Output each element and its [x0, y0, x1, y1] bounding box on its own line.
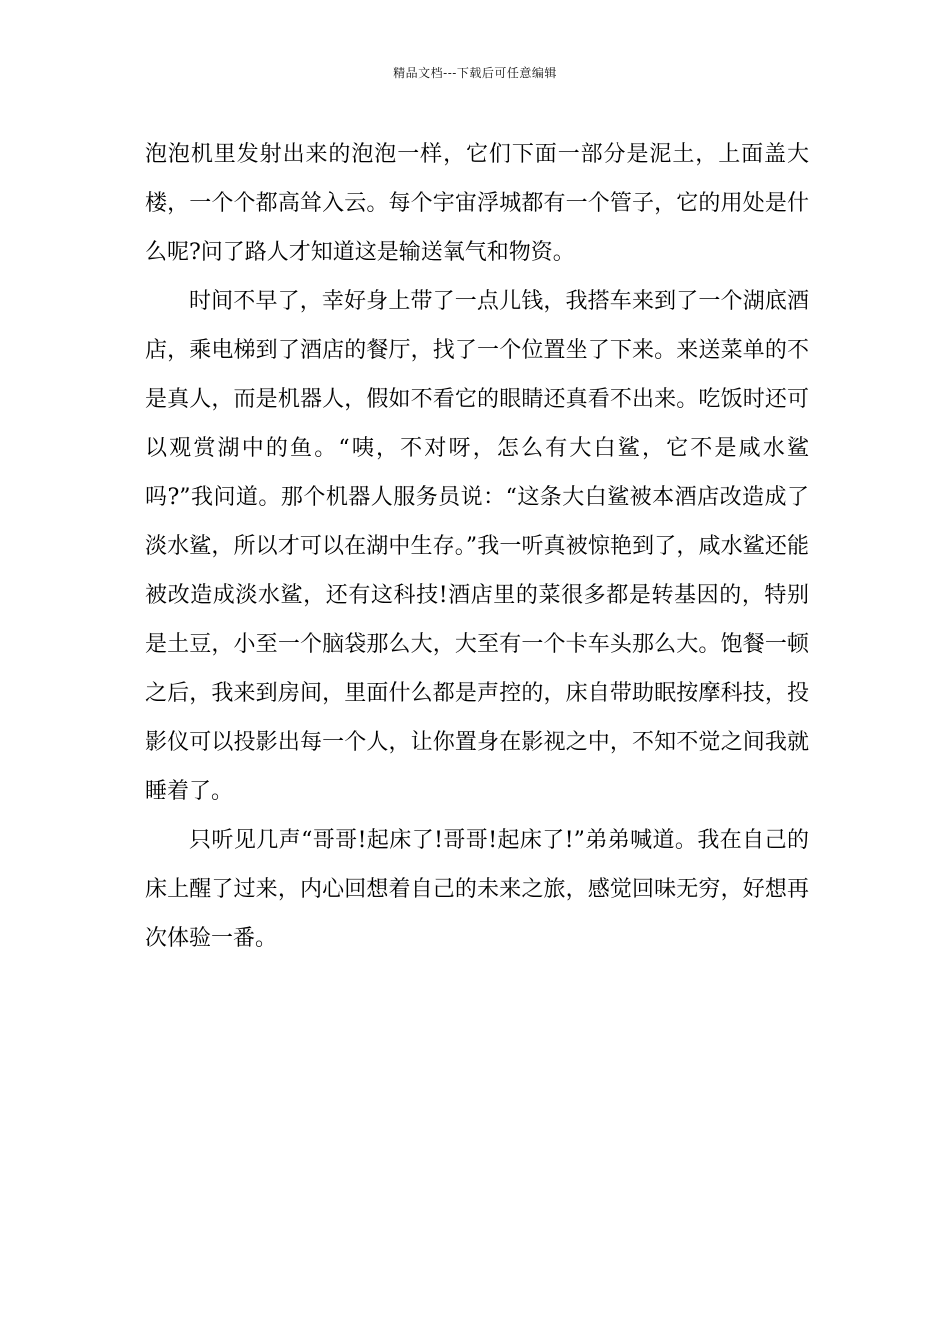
- paragraph-waking: 只听见几声“哥哥!起床了!哥哥!起床了!”弟弟喊道。我在自己的床上醒了过来，内心回想着自己的未来之旅，感觉回味无穷，好想再次体验一番。: [145, 828, 809, 951]
- paragraph-hotel: 时间不早了，幸好身上带了一点儿钱，我搭车来到了一个湖底酒店，乘电梯到了酒店的餐厅，找了一个位置坐了下来。来送菜单的不是真人，而是机器人，假如不看它的眼睛还真看不出来。吃饭时还可以观赏湖中的鱼。“咦，不对呀，怎么有大白鲨，它不是咸水鲨吗?”我问道。那个机器人服务员说：“这条大白鲨被本酒店改造成了淡水鲨，所以才可以在湖中生存。”我一听真被惊艳到了，咸水鲨还能被改造成淡水鲨，还有这科技!酒店里的菜很多都是转基因的，特别是土豆，小至一个脑袋那么大，大至有一个卡车头那么大。饱餐一顿之后，我来到房间，里面什么都是声控的，床自带助眠按摩科技，投影仪可以投影出每一个人，让你置身在影视之中，不知不觉之间我就睡着了。: [145, 289, 809, 804]
- paragraph-continuation: 泡泡机里发射出来的泡泡一样，它们下面一部分是泥土，上面盖大楼，一个个都高耸入云。每个宇宙浮城都有一个管子，它的用处是什么呢?问了路人才知道这是输送氧气和物资。: [145, 142, 809, 265]
- article-body: [145, 130, 809, 963]
- page-header: 精品文档---下载后可任意编辑: [393, 66, 557, 80]
